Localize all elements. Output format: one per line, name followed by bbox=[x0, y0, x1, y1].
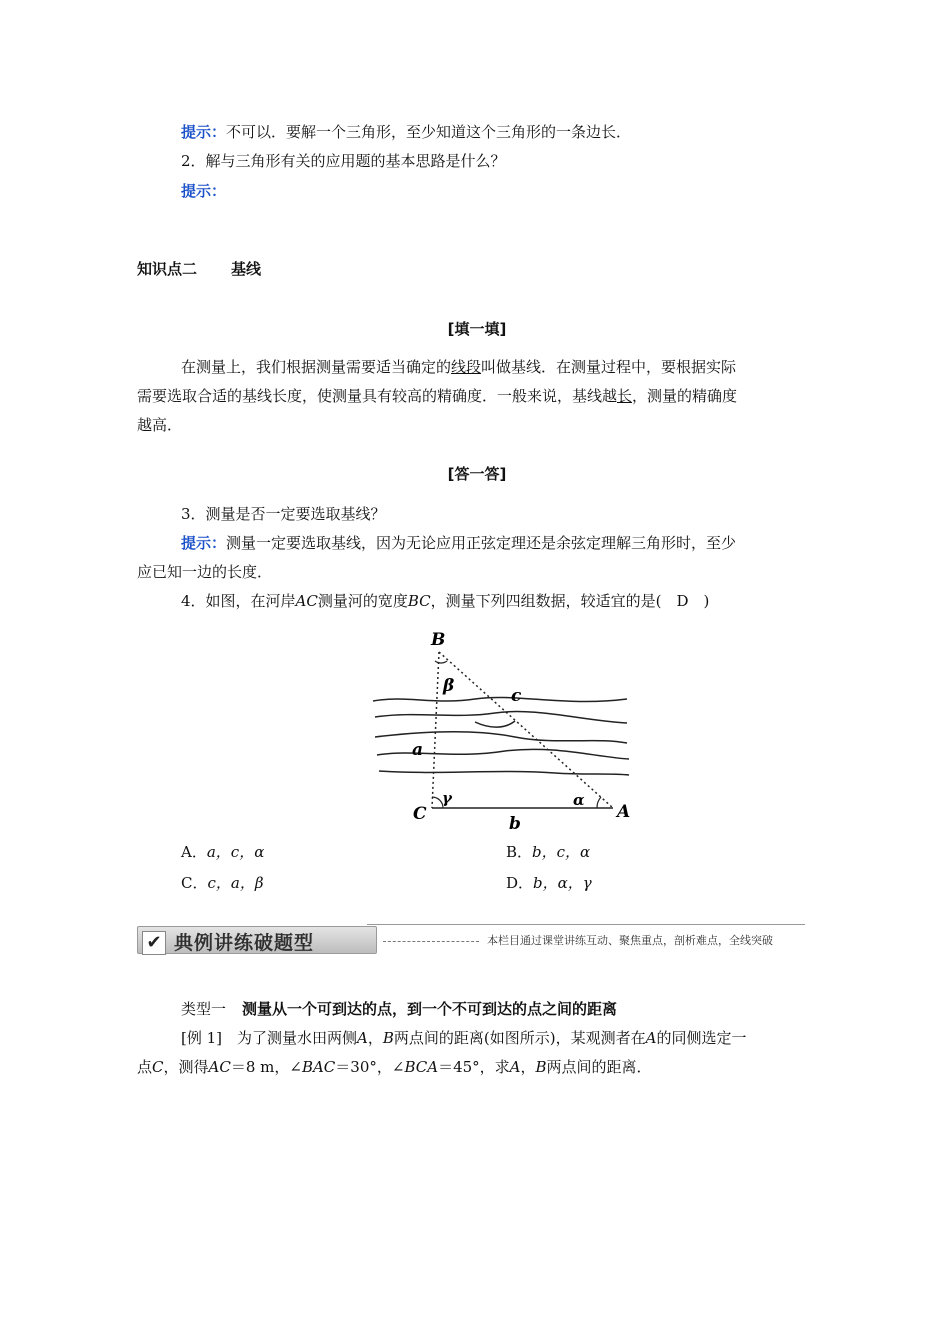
label-B: B bbox=[431, 630, 446, 650]
side-a-BC bbox=[432, 652, 439, 808]
hint-line-2 bbox=[181, 180, 861, 202]
banner-title: 典例讲练破题型 bbox=[174, 932, 315, 954]
answer-heading: [答一答] bbox=[447, 465, 507, 483]
hint-text: 不可以．要解一个三角形，至少知道这个三角形的一条边长． bbox=[226, 123, 632, 141]
check-icon: ✔ bbox=[142, 931, 166, 955]
river-triangle-figure bbox=[365, 625, 645, 835]
text-span: 叫做基线．在测量过程中，要根据实际 bbox=[481, 358, 737, 376]
side-c-BA bbox=[439, 652, 613, 808]
math-var: BAC bbox=[301, 1058, 336, 1076]
banner-box bbox=[137, 926, 377, 954]
option-letter: C． bbox=[181, 874, 208, 892]
section-title: 基线 bbox=[231, 260, 262, 278]
label-A: A bbox=[617, 802, 631, 822]
hint-label: 提示： bbox=[181, 534, 227, 552]
label-C: C bbox=[413, 804, 427, 824]
label-alpha: α bbox=[573, 791, 585, 809]
option-d[interactable] bbox=[506, 872, 592, 894]
text-span: ＝45°，求 bbox=[438, 1058, 510, 1076]
option-b[interactable] bbox=[506, 841, 590, 863]
banner-rule bbox=[367, 924, 805, 925]
type-heading bbox=[181, 998, 861, 1020]
text-span: ，测量的精确度 bbox=[632, 387, 738, 405]
type-title: 测量从一个可到达的点，到一个不可到达的点之间的距离 bbox=[242, 1000, 618, 1018]
text-span: ， bbox=[520, 1058, 536, 1076]
example-1-line-1 bbox=[181, 1027, 861, 1049]
text-span: ， bbox=[367, 1029, 383, 1047]
math-var: B bbox=[535, 1058, 547, 1076]
river-line bbox=[475, 721, 515, 727]
label-beta: β bbox=[443, 676, 455, 696]
fill-paragraph-line-1 bbox=[181, 356, 861, 378]
hint-label: 提示： bbox=[181, 123, 227, 141]
label-gamma: γ bbox=[442, 789, 452, 807]
math-var: A bbox=[357, 1029, 368, 1047]
text-span: [例 1] 为了测量水田两侧 bbox=[181, 1029, 358, 1047]
text-span: ＝30°，∠ bbox=[335, 1058, 405, 1076]
blank-answer: 长 bbox=[617, 387, 633, 405]
fill-paragraph-line-2 bbox=[137, 385, 817, 407]
text-span: 4．如图，在河岸 bbox=[181, 592, 296, 610]
question-4 bbox=[181, 590, 861, 612]
hint-label: 提示： bbox=[181, 182, 227, 200]
hint-text: 测量一定要选取基线，因为无论应用正弦定理还是余弦定理解三角形时，至少 bbox=[226, 534, 737, 552]
text-span: 需要选取合适的基线长度，使测量具有较高的精确度．一般来说，基线越 bbox=[137, 387, 618, 405]
hint-line-3b: 应已知一边的长度． bbox=[137, 563, 273, 581]
angle-beta-arc bbox=[435, 661, 447, 663]
fill-heading: [填一填] bbox=[447, 320, 507, 338]
math-var: A bbox=[645, 1029, 657, 1047]
math-var: AC bbox=[295, 592, 318, 610]
river-lines bbox=[373, 697, 629, 775]
text-span: 两点间的距离(如图所示)，某观测者在 bbox=[393, 1029, 646, 1047]
option-vars: b，α，γ bbox=[533, 874, 592, 892]
math-var: B bbox=[382, 1029, 394, 1047]
text-span: ，测量下列四组数据，较适宜的是( D ) bbox=[430, 592, 710, 610]
banner-dash bbox=[383, 941, 479, 942]
example-1-line-2 bbox=[137, 1056, 817, 1078]
option-letter: D． bbox=[506, 874, 534, 892]
angle-alpha-arc bbox=[597, 797, 601, 808]
label-a: a bbox=[412, 740, 424, 760]
math-var: C bbox=[152, 1058, 164, 1076]
option-vars: c，a，β bbox=[207, 874, 264, 892]
type-label: 类型一 bbox=[181, 1000, 227, 1018]
text-span: ＝8 m，∠ bbox=[230, 1058, 302, 1076]
section-heading bbox=[137, 258, 817, 280]
math-var: BCA bbox=[404, 1058, 439, 1076]
section-banner bbox=[137, 924, 805, 956]
river-line bbox=[373, 697, 627, 701]
option-letter: B． bbox=[506, 843, 533, 861]
text-span: 在测量上，我们根据测量需要适当确定的 bbox=[181, 358, 452, 376]
question-2: 2．解与三角形有关的应用题的基本思路是什么？ bbox=[181, 152, 506, 170]
fill-paragraph-line-3: 越高． bbox=[137, 416, 183, 434]
option-vars: a，c，α bbox=[206, 843, 265, 861]
river-line bbox=[379, 771, 629, 775]
hint-line-1 bbox=[181, 121, 861, 143]
option-c[interactable] bbox=[181, 872, 264, 894]
text-span: 点 bbox=[137, 1058, 153, 1076]
text-span: 的同侧选定一 bbox=[656, 1029, 747, 1047]
blank-answer: 线段 bbox=[451, 358, 482, 376]
text-span: 两点间的距离． bbox=[546, 1058, 652, 1076]
math-var: BC bbox=[407, 592, 431, 610]
section-label: 知识点二 bbox=[137, 260, 198, 278]
option-letter: A． bbox=[181, 843, 207, 861]
label-b: b bbox=[509, 814, 521, 834]
question-3: 3．测量是否一定要选取基线？ bbox=[181, 505, 386, 523]
river-line bbox=[375, 712, 627, 723]
option-a[interactable] bbox=[181, 841, 264, 863]
text-span: ，测得 bbox=[163, 1058, 209, 1076]
hint-line-3 bbox=[181, 532, 861, 554]
banner-desc: 本栏目通过课堂讲练互动、聚焦重点，剖析难点，全线突破 bbox=[487, 934, 773, 947]
label-c: c bbox=[511, 686, 522, 706]
text-span: 测量河的宽度 bbox=[317, 592, 408, 610]
math-var: AC bbox=[208, 1058, 231, 1076]
option-vars: b，c，α bbox=[532, 843, 591, 861]
math-var: A bbox=[509, 1058, 521, 1076]
